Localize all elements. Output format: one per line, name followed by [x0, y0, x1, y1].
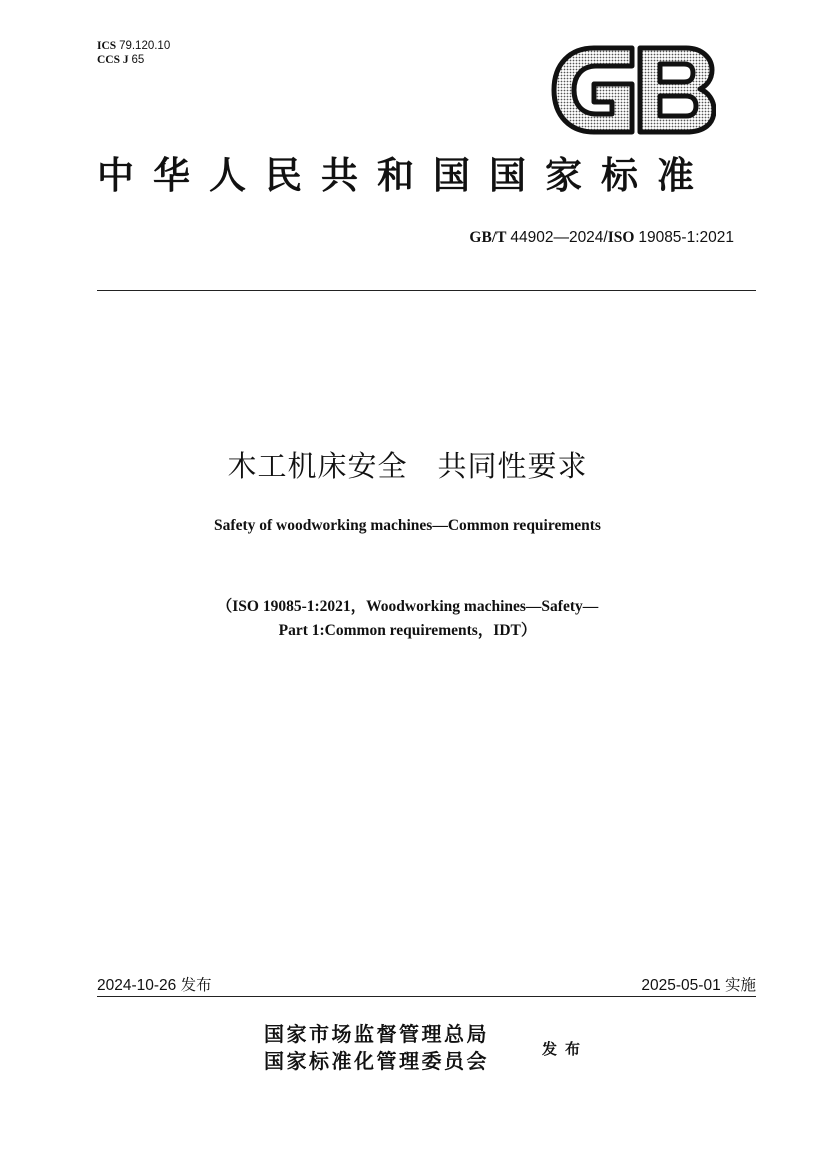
gb-prefix: GB/T: [469, 229, 507, 246]
gb-number: 44902—2024/: [510, 229, 608, 246]
english-title: Safety of woodworking machines—Common requirements: [214, 517, 601, 534]
bottom-divider: [97, 996, 756, 997]
logo-text: GB: [548, 44, 550, 45]
issuer-sac: 国家标准化管理委员会: [264, 1049, 489, 1073]
publish-label: 发布: [542, 1040, 589, 1058]
ics-code: ICS 79.120.10: [97, 40, 171, 52]
implementation-date: 2025-05-01 实施: [641, 977, 756, 994]
ccs-code: CCS J 65: [97, 54, 145, 66]
iso-reference-line-1: （ISO 19085-1:2021，Woodworking machines—Safety—: [216, 598, 599, 615]
issue-date: 2024-10-26 发布: [97, 977, 212, 994]
iso-number: 19085-1:2021: [638, 229, 734, 246]
national-standard-title: 中华人民共和国国家标准: [97, 153, 713, 197]
gb-logo: [548, 44, 716, 136]
issuing-authorities: [264, 1021, 489, 1075]
classification-codes: [97, 39, 170, 67]
top-divider: [97, 290, 756, 291]
iso-reference-line-2: Part 1:Common requirements，IDT）: [278, 622, 537, 639]
chinese-title: 木工机床安全 共同性要求: [227, 449, 588, 483]
standard-number: [469, 229, 734, 247]
issuer-samr: 国家市场监督管理总局: [264, 1022, 489, 1046]
iso-prefix: ISO: [607, 229, 635, 246]
iso-reference: [0, 595, 815, 643]
